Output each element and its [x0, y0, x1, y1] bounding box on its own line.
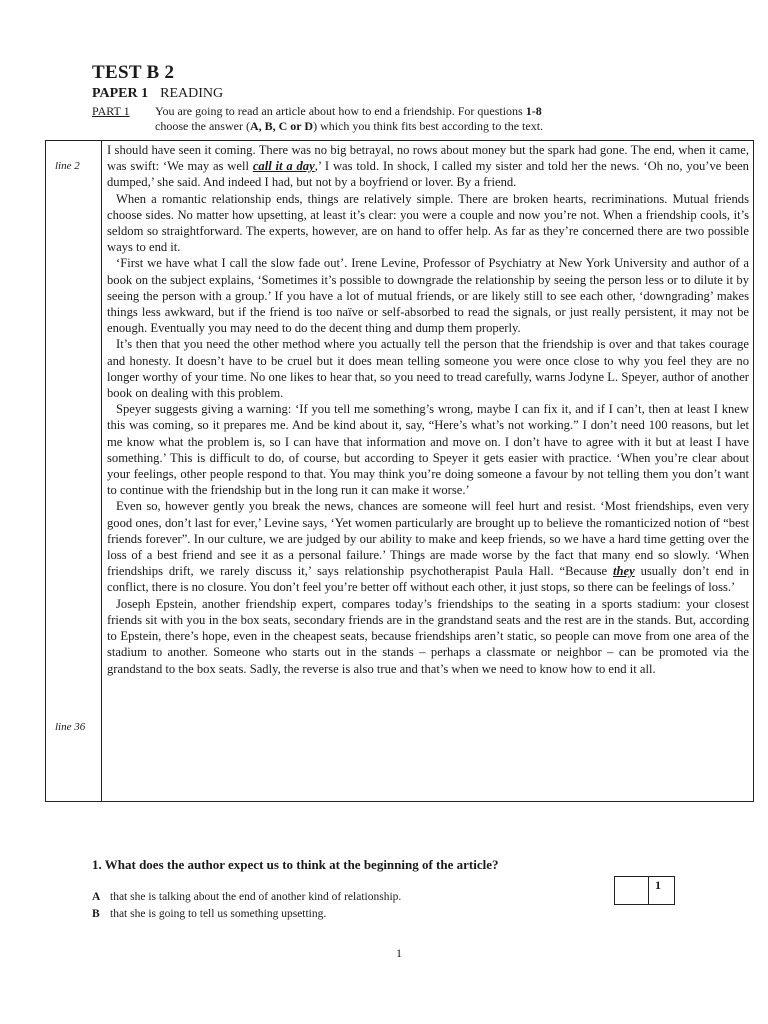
call-it-a-day-phrase: call it a day [252, 159, 315, 174]
option-a-letter: A [92, 891, 101, 903]
part-text-1: You are going to read an article about how to end a friendship. For questions [155, 104, 526, 118]
answer-box-divider [648, 877, 649, 904]
part-text-3: ) which you think fits best according to the text. [313, 119, 544, 133]
p6-text-b: usually don’t end in conflict, there is no closure. You don’t feel you’re better off without each other, it just stops, so there can be feelings of loss.’ [107, 564, 749, 595]
article-paragraph-6 [107, 498, 749, 595]
article-paragraph-7: Joseph Epstein, another friendship expert, compares today’s friendships to the seating in a sports stadium: your closest friends sit with you in the box seats, secondary friends are in the grandstand seats and the rest are in the stands. But, according to Epstein, there’s hope, even in the cheapest seats, because friendships aren’t static, so people can move from one area of the stadium to another. Someone who starts out in the stands – perhaps a classmate or neighbor – can be promoted via the grandstand to the box seats. Sadly, the reverse is also true and that’s when we need to know how to end it all. [107, 596, 749, 676]
part-choices: A, B, C or D [249, 119, 314, 133]
they-word: they [612, 564, 635, 579]
paper-label: PAPER 1 [92, 86, 149, 101]
p1-text-a: I should have seen it coming. There was no big betrayal, no rows about money but the spark had gone. The end, when it came, was swift: ‘We may as well [107, 143, 749, 174]
option-b-letter: B [92, 908, 100, 920]
option-a[interactable] [92, 891, 401, 903]
answer-box[interactable] [614, 876, 675, 905]
question-1: 1. What does the author expect us to think at the beginning of the article? [92, 857, 499, 872]
line-36-label: line 36 [55, 721, 86, 733]
part-text-2: choose the answer ( [155, 119, 250, 133]
part-text [155, 104, 655, 134]
article-paragraph-4: It’s then that you need the other method where you actually tell the person that the friendship is over and that takes courage and honesty. It doesn’t have to be cruel but it does mean telling someone you were once close to why you feel they are no longer worthy of your time. No one likes to hear that, so you need to tread carefully, warns Jodyne L. Speyer, author of another book on dealing with this problem. [107, 337, 749, 401]
article-text [107, 142, 749, 677]
option-a-text: that she is talking about the end of another kind of relationship. [110, 891, 402, 903]
part-label: PART 1 [92, 104, 130, 118]
article-box [45, 140, 754, 802]
p1-text-b: ,’ I was told. In shock, I called my sister and told her the news. ‘Oh no, you’ve been dumped,’ she said. And indeed I had, but not by a boyfriend or lover. By a friend. [107, 159, 749, 190]
option-b-text: that she is going to tell us something upsetting. [110, 908, 327, 920]
paper-heading [92, 86, 223, 102]
p6-text-a: Even so, however gently you break the news, chances are someone will feel hurt and resist. ‘Most friendships, even very good ones, don’t last for ever,’ Levine says, ‘Yet women particularly are brought up to believe the romanticized notion of “best friends forever”. In our culture, we are judged by our ability to make and keep friends, so we have a hard time getting over the loss of a best friend and see it as a personal failure.’ Things are made worse by the fact that many end so slowly. ‘When friendships drift, we rarely discuss it,’ says relationship psychotherapist Paula Hall. “Because [107, 499, 749, 579]
article-paragraph-1 [107, 142, 749, 191]
option-b[interactable] [92, 908, 326, 920]
test-title: TEST B 2 [92, 62, 175, 83]
part-range: 1-8 [525, 104, 542, 118]
article-paragraph-3: ‘First we have what I call the slow fade out’. Irene Levine, Professor of Psychiatry at New York University and author of a book on the subject explains, ‘Sometimes it’s possible to downgrade the relationship by seeing the person less or to dilute it by seeing the person with a group.’ If you have a lot of mutual friends, or are likely still to see each other, ‘downgrading’ makes things less awkward, but if the friend is too naïve or self-absorbed to read the signals, or just really persistent, it may not be enough. Eventually you may need to do the decent thing and dump them properly. [107, 256, 749, 336]
line-2-label: line 2 [55, 160, 80, 172]
article-paragraph-2: When a romantic relationship ends, things are relatively simple. There are broken hearts, recriminations. Mutual friends choose sides. No matter how upsetting, at least it’s clear: you were a couple and now you’re not. When a friendship cools, it’s seldom so straightforward. The experts, however, are on hand to offer help. As far as they’re concerned there are two possible ways to end it. [107, 191, 749, 255]
answer-box-number: 1 [655, 878, 661, 892]
page-number: 1 [396, 946, 402, 960]
line-margin [46, 141, 102, 801]
paper-section: READING [160, 86, 224, 101]
article-paragraph-5: Speyer suggests giving a warning: ‘If you tell me something’s wrong, maybe I can fix it, and if I can’t, then at least I knew this was coming, so it prepares me. And be kind about it, say, “Here’s what’s not working.” I don’t need 100 reasons, but let me know what the problem is, so I can have that information and move on. I don’t have to agree with it but at least I have something.’ This is difficult to do, of course, but according to Speyer it gets easier with practice. ‘When you’re clear about your feelings, other people respond to that. You may think you’re doing someone a favour by not telling them you don’t want to continue with the friendship but in the long run it can make it worse.’ [107, 402, 749, 498]
